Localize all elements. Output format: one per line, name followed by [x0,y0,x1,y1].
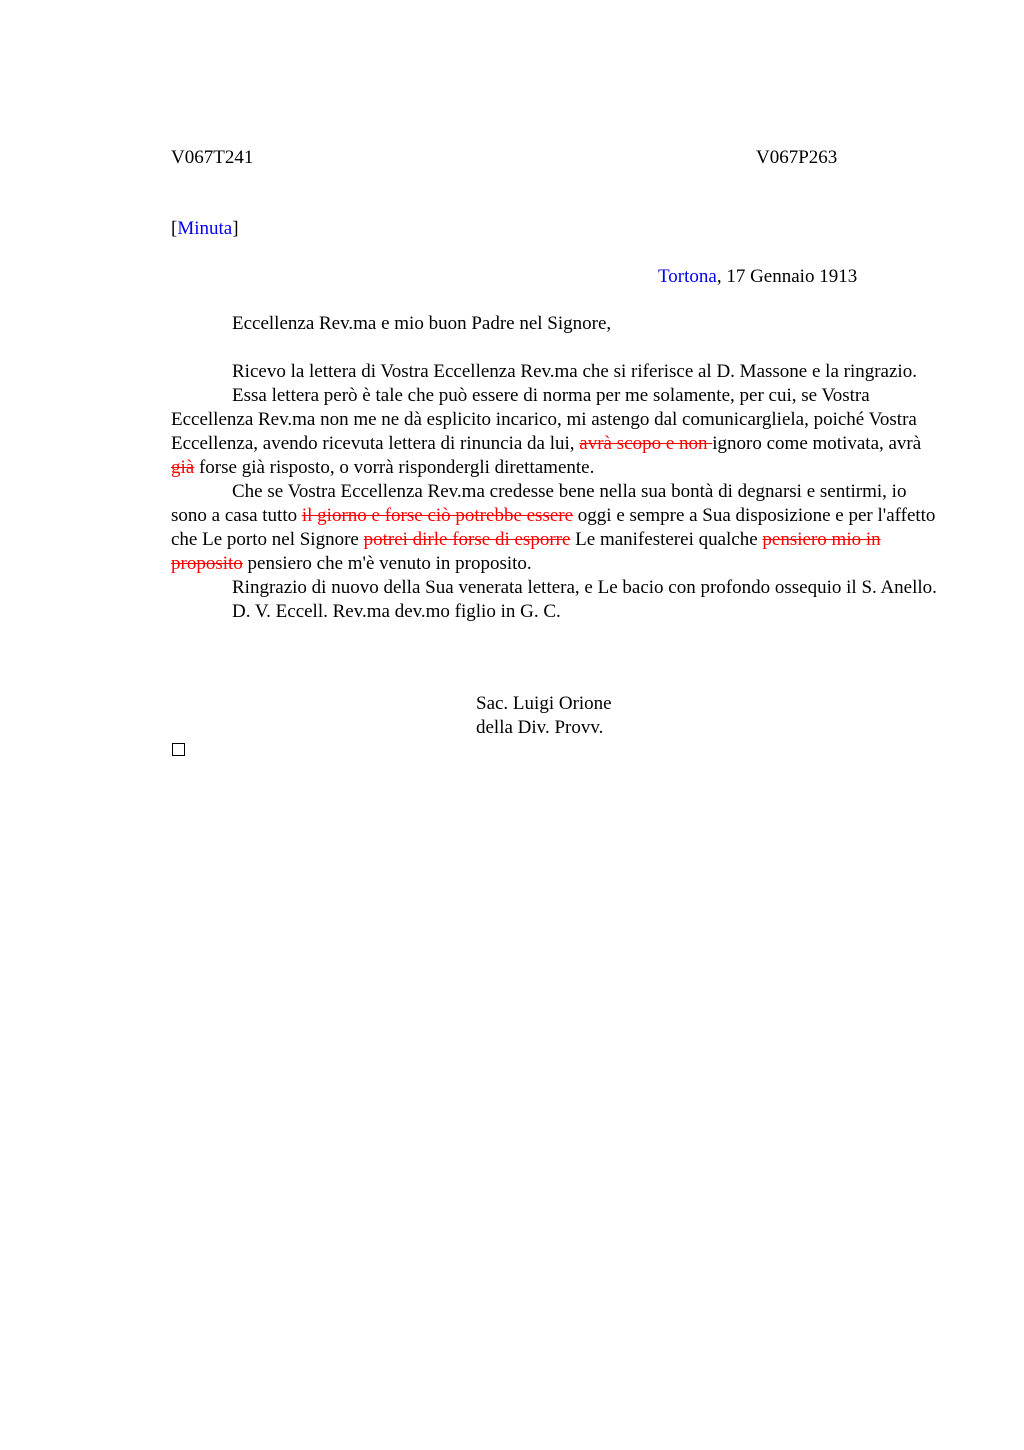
deletion-2: già [171,457,195,478]
document-code-right: V067P263 [756,147,838,168]
date-text: , 17 Gennaio 1913 [716,266,858,287]
paragraph-3-text-4: pensiero che m'è venuto in proposito. [242,553,532,574]
minuta-link[interactable]: Minuta [177,218,233,239]
paragraph-2-text-3: forse già risposto, o vorrà rispondergli direttamente. [194,457,595,478]
deletion-5: pensiero mio in proposito [171,529,881,574]
paragraph-1: Ricevo la lettera di Vostra Eccellenza Rev.ma che si riferisce al D. Massone e la ringrazio. [232,361,917,382]
paragraph-4: Ringrazio di nuovo della Sua venerata lettera, e Le bacio con profondo ossequio il S. Anello. [232,577,937,598]
signature-title: della Div. Provv. [476,717,604,738]
paragraph-2 [171,384,941,480]
deletion-4: potrei dirle forse di esporre [363,529,571,550]
paragraph-2-text-1: Essa lettera però è tale che può essere di norma per me solamente, per cui, se Vostra Eccellenza Rev.ma non me ne dà esplicito incarico, mi astengo dal comunicargliela, poiché Vostra Eccellenza, avendo ricevuta lettera di rinuncia da lui, [171,385,917,454]
paragraph-3-text-2: oggi e sempre a Sua disposizione e per l'affetto che Le porto nel Signore [171,505,936,550]
deletion-3: il giorno e forse ciò potrebbe essere [301,505,574,526]
document-code-left: V067T241 [171,147,254,168]
paragraph-2-text-2: ignoro come motivata, avrà [712,433,922,454]
closing: D. V. Eccell. Rev.ma dev.mo figlio in G. C. [232,601,561,622]
paragraph-3 [171,480,941,576]
paragraph-3-text-1: Che se Vostra Eccellenza Rev.ma credesse bene nella sua bontà di degnarsi e sentirmi, io sono a casa tutto [171,481,907,526]
empty-square-icon [172,743,185,756]
salutation: Eccellenza Rev.ma e mio buon Padre nel Signore, [232,313,612,334]
signature-name: Sac. Luigi Orione [476,693,612,714]
deletion-1: avrà scopo e non [579,433,713,454]
signature-block [476,692,612,740]
paragraph-3-text-3: Le manifesterei qualche [570,529,763,550]
minuta-label [171,217,239,241]
dateline [658,265,857,289]
bracket-close: ] [232,218,239,239]
letter-body [171,312,941,624]
bracket-open: [ [171,218,178,239]
place-link[interactable]: Tortona [658,266,717,287]
